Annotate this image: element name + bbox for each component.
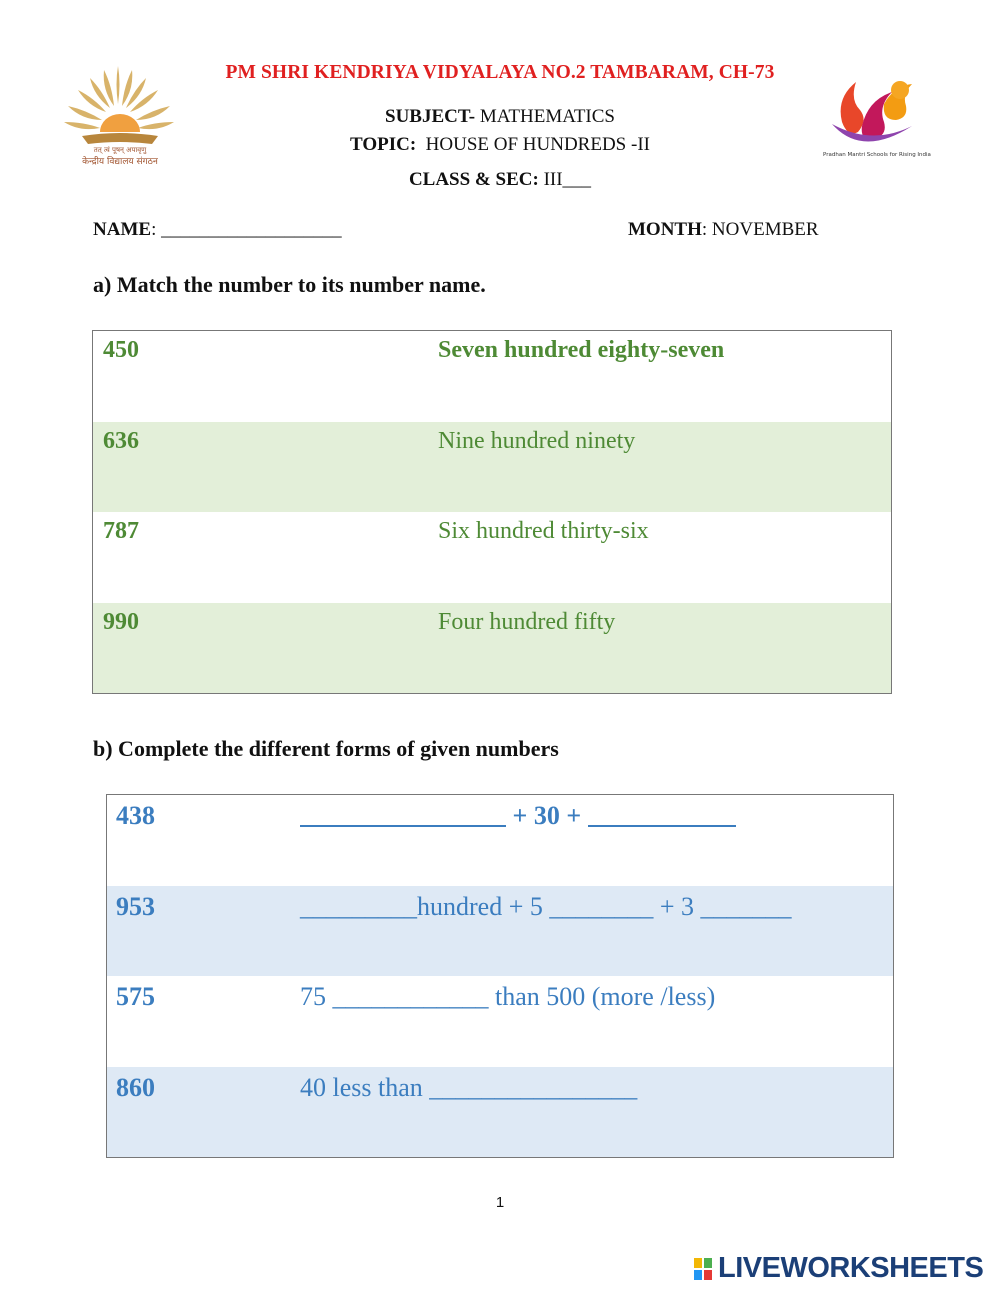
name-label: NAME [93,219,152,240]
class-value: III___ [538,169,592,190]
topic-label: TOPIC: [350,134,417,155]
table-row [93,603,892,694]
svg-text:Pradhan Mantri Schools for Ris: Pradhan Mantri Schools for Rising India [823,152,931,158]
given-number: 953 [107,886,301,977]
liveworksheets-brand[interactable]: LIVEWORKSHEETS [718,1252,984,1284]
table-row [107,795,894,886]
class-line [0,169,1000,191]
page-number: 1 [495,1194,505,1211]
match-table [92,330,892,694]
name-blank[interactable]: : ___________________ [151,219,342,240]
number-form[interactable]: 75 ____________ than 500 (more /less) [300,982,716,1011]
given-number: 575 [116,982,155,1011]
topic-line [0,134,1000,156]
match-number[interactable]: 450 [103,337,139,363]
plus-thirty-text: + 30 + [506,801,588,830]
school-title: PM SHRI KENDRIYA VIDYALAYA NO.2 TAMBARAM, CH-73 [225,62,775,83]
month-field [628,219,819,241]
forms-table [106,794,894,1158]
topic-value: HOUSE OF HUNDREDS -II [416,134,650,155]
subject-value: MATHEMATICS [475,106,615,127]
subject-label: SUBJECT- [385,106,476,127]
match-number-name[interactable]: Four hundred fifty [438,603,892,694]
match-number-name[interactable]: Six hundred thirty-six [438,518,649,544]
match-number[interactable]: 787 [103,518,139,544]
name-field[interactable] [93,219,342,241]
month-value: : NOVEMBER [701,219,819,240]
answer-blank[interactable] [300,801,506,827]
liveworksheets-icon [694,1258,712,1280]
class-label: CLASS & SEC: [408,169,539,190]
match-number-name[interactable]: Seven hundred eighty-seven [438,337,725,363]
number-form[interactable]: 40 less than ________________ [300,1067,894,1158]
table-row [107,976,894,1067]
table-row [93,512,892,603]
number-form[interactable]: _________hundred + 5 ________ + 3 _______ [300,886,894,977]
number-form [300,795,894,886]
question-b: b) Complete the different forms of given numbers [93,736,559,761]
subject-line [0,106,1000,128]
table-row [107,886,894,977]
answer-blank[interactable] [588,801,736,827]
given-number: 860 [107,1067,301,1158]
match-number[interactable]: 990 [93,603,439,694]
table-row [93,331,892,422]
svg-text:केन्द्रीय विद्यालय संगठन: केन्द्रीय विद्यालय संगठन [82,157,158,167]
table-row [107,1067,894,1158]
match-number[interactable]: 636 [93,422,439,513]
svg-text:तत् त्वं पूषन् अपावृणु: तत् त्वं पूषन् अपावृणु [93,146,147,154]
match-number-name[interactable]: Nine hundred ninety [438,422,892,513]
month-label: MONTH [628,219,702,240]
table-row [93,422,892,513]
question-a: a) Match the number to its number name. [93,272,486,297]
given-number: 438 [116,801,155,830]
